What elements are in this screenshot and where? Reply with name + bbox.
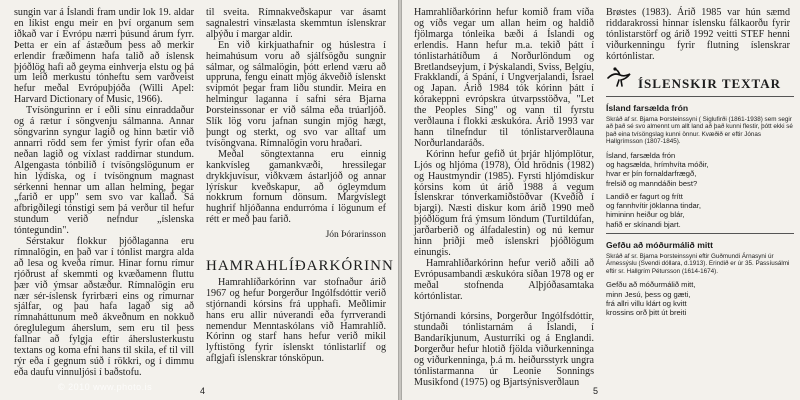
watermark: © 2010 www.photo.is <box>58 382 153 392</box>
lyrics-section-title: ÍSLENSKIR TEXTAR <box>638 76 782 91</box>
page-number: 4 <box>200 386 206 396</box>
left-column-2 <box>206 7 394 365</box>
song-credit: Skráð af sr. Bjarna Þorsteinssyni ( Siglufirði (1861-1938) sem segir að það sé svo almennt um allt land að það kunni flestir, þótt ekki sé það eina tvísöngslag kunni önnur. Kvæðið er eftir Jónas Hallgrímsson (1807-1845). <box>606 116 793 146</box>
paragraph: Hamrahlíðarkórinn var stofnaður árið 1967 og hefur Þorgerður Ingólfsdóttir verið stjórnandi kórsins frá upphafi. Meðlimir hans eru allir núverandi eða fyrrverandi nemendur Menntaskólans við Hamrahlíð. Kórinn og starf hans hefur verið mikil lyftistöng fyrir íslenskt tónlistarlíf og aflgjafi íslenskrar tónsköpun. <box>206 276 386 365</box>
signature: Jón Þórarinsson <box>325 230 386 241</box>
paragraph: Stjórnandi kórsins, Þorgerður Ingólfsdóttir, stundaði tónlistarnám á Íslandi, í Bandaríkjunum, Austurríki og á Englandi. Þorgerður hefur hlotið fjölda viðurkenninga og viðurkenninga, þ.á m. heiðursstyrk ungra tónlistarmanna úr Leonie Sonnings Musikfond (1975) og Bjartsýnisverðlaun <box>414 311 594 388</box>
paragraph: Tvísöngurinn er í eðli sínu einraddaður og á rætur í söngvenju sálmanna. Annar söngvarinn syngur lagið og hinn bætir við annarri rödd sem fer ýmist fyrir ofan eða neðan lagið og víxlast raddirnar stundum. Algengasta tónbilið í tvísöngslögunum er hin lýdíska, og í tvísöngnum magnast sérkenni hennar um allan helming, þegar „farið er upp" sem svo var kallað. Sá afbrigðilegi tónstigi sem þá verður til hefur stundum verið nefndur „íslenska tóntegundin". <box>14 105 194 237</box>
section-heading: HAMRAHLÍÐARKÓRINN <box>206 258 394 275</box>
lyrics-sidebar <box>606 62 794 321</box>
paragraph: til sveita. Rímnakveðskapur var ásamt sagnalestri vinsælasta skemmtun íslenskrar alþýðu í margar aldir. <box>206 7 386 40</box>
page-number: 5 <box>593 386 599 396</box>
song-title: Ísland farsælda frón <box>606 103 689 113</box>
paragraph: Brøstes (1983). Árið 1985 var hún sæmd riddarakrossi hinnar íslensku fálkaorðu fyrir tónlistarstörf og árið 1992 veitti STEF henni viðurkenningu fyrir flutning íslenskrar kórtónlistar. <box>606 7 790 62</box>
song-block <box>606 103 794 229</box>
divider <box>606 233 794 234</box>
divider <box>606 96 794 97</box>
song-verse: Landið er fagurt og frítt og fannhvítir jöklanna tindar, himininn heiður og blár, hafið er skínandi bjart. <box>606 191 701 229</box>
paragraph: sungin var á Íslandi fram undir lok 19. aldar en líkist engu meir en því organum sem iðkað var í Evrópu nærri þúsund árum fyrr. Þetta er ein af ástæðum þess að merkir erlendir fræðimenn hafa talið að íslensk þjóðlög hafi að geyma einhverja elstu og þá um leið merkustu tónheftu sem varðveist hefur meðal Evrópuþjóða (Willi Apel: Harvard Dictionary of Music, 1966). <box>14 7 194 106</box>
paragraph: Hamrahlíðarkórinn hefur komið fram víða og víðs vegar um allan heim og haldið fjölmarga tónleika bæði á Íslandi og erlendis. Hann hefur m.a. tekið þátt í tónlistarhátíðum á Norðurlöndum og Bretlandseyjum, í Þýskalandi, Sviss, Belgíu, Frakklandi, á Spáni, í Ungverjalandi, Ísrael og Japan. Árið 1984 tók kórinn þátt í kórakeppni evrópskra útvarpsstöðva, "Let the Peoples Sing" og vann til fyrstu verðlauna í flokki æskukóra. Árið 1993 var hann tilnefndur til tónlistarverðlauna Norðurlandaráðs. <box>414 7 594 149</box>
paragraph: Kórinn hefur gefið út þrjár hljómplötur, Ljós og hljóma (1978), Óld hrödnis (1982) og Haustmyndir (1985). Fyrsti hljómdiskur kórsins kom út árið 1988 á vegum Íslenskrar tónverkamiðstöðvar (Kveðið í bjargi). Næsti diskur kom árið 1990 með þjóðlögum frá ýmsum löndum (Turtildúfan, jarðarberið og álfadalestin) og nú kemur hinn þriðji með íslenskri þjóðlögum einungis. <box>414 148 594 258</box>
paragraph: Meðal söngtextanna eru einnig kankvísleg gamankvæði, hressilegar drykkjuvísur, viðkvæm ástarljóð og annar lýrískur kveðskapur, að ógleymdum nokkrum fornum dönsum. Margvíslegt hughrif hljóðanna endurróma í lögunum ef rétt er með þau farið. <box>206 148 386 226</box>
paragraph: Hamrahlíðarkórinn hefur verið aðili að Evrópusambandi æskukóra síðan 1978 og er meðal stofnenda Alþjóðasamtaka kórtónlistar. <box>414 257 594 302</box>
left-page <box>0 0 398 400</box>
song-title: Gefðu að móðurmálið mitt <box>606 240 713 250</box>
left-column-1 <box>14 8 194 379</box>
song-verse: Ísland, farsælda frón og hagsælda, hrímhvíta móðir, hvar er þín fornaldarfrægð, frelsið og manndáðin best? <box>606 150 709 188</box>
paragraph: Sérstakur flokkur þjóðlaganna eru rímnalögin, en það var í tónlist margra alda að lesa og kveða rímur. Hinar fornu rímur rjóðrust af skemmti og kvæðamenn fluttu þær við ýmsar aðstæður. Rímnalögin eru nær sér-íslensk fyrirbæri eins og rímurnar sjálfar, og þau hafa lagað sig að rímnaháttunum með ákveðnum en nokkuð óreglulegum áherslum, sem eru til þess fallnar að fylgja eftir áherslusterkustu textans og koma efni hans til skila, ef til vill rýr eða í gegnum súð í rökkri, og í dimmu eða daufu vinnuljósi í baðstofu. <box>14 236 194 378</box>
song-verse: Gefðu að móðurmálið mitt, minn Jesú, þess og gæti, frá allri villu klárt og kvitt krossins orð þitt út breiti <box>606 280 696 318</box>
paragraph: En við kirkjuathafnir og húslestra í heimahúsum voru að sjálfsögðu sungnir sálmar, og sálmalögin, þótt erlend væru að uppruna, fengu einatt mjög ákveðið íslenskt svipmót þegar fram liðu stundir. Meira en helmingur laganna í safni séra Bjarna Þorsteinssonar er við sálma eða trúarljóð. Slík lög voru jafnan sungin mjög hægt, þungt og sterkt, og svo var alltaf um tvísöngvana. Rímnalögin voru hraðari. <box>206 39 386 149</box>
song-block <box>606 240 794 317</box>
right-column-2-intro <box>606 8 790 63</box>
right-column-1 <box>414 8 594 389</box>
song-credit: Skráð af sr. Bjarna Þorsteinssyni eftir Guðmundi Árnasyni úr Árnessýslu (Svendi dóllara, d.1913). Erindið er úr 35. Passíusálmi eftir sr. Hallgrím Pétursson (1614-1674). <box>606 253 790 275</box>
